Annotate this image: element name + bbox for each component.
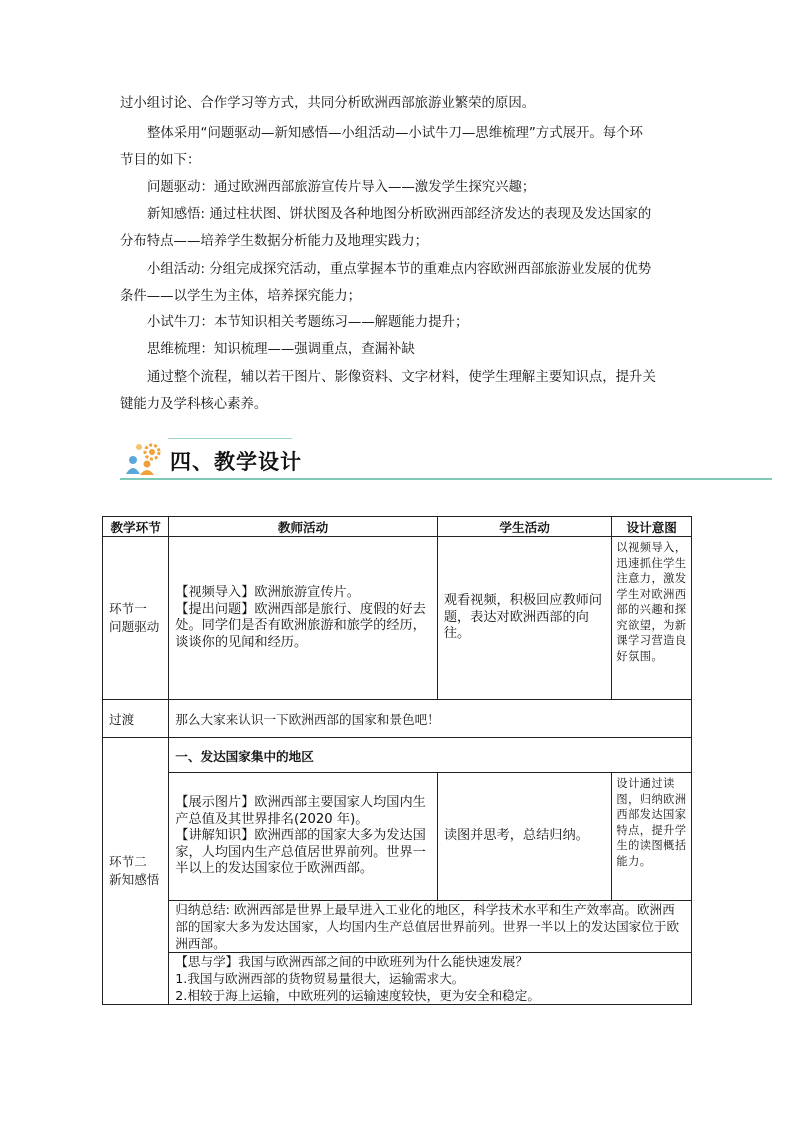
section-heading bbox=[120, 438, 772, 484]
heading-top-rule bbox=[168, 438, 292, 439]
intro-line-7: 小组活动: 分组完成探究活动，重点掌握本节的重难点内容欧洲西部旅游业发展的优势 bbox=[147, 262, 652, 277]
think-and-learn-cell bbox=[169, 953, 692, 1005]
teacher-1-video: 【视频导入】欧洲旅游宣传片。 bbox=[175, 585, 360, 600]
stage-1-line-2: 问题驱动 bbox=[109, 619, 160, 634]
intro-line-1: 过小组讨论、合作学习等方式，共同分析欧洲西部旅游业繁荣的原因。 bbox=[120, 96, 536, 111]
think-point-2: 2.相较于海上运输，中欧班列的运输速度较快，更为安全和稳定。 bbox=[175, 988, 540, 1003]
design-intent-1: 以视频导入，迅速抓住学生注意力，激发学生对欧洲西部的兴趣和探究欲望，为新课学习营造良好氛围。 bbox=[612, 537, 692, 700]
student-activity-2: 读图并思考，总结归纳。 bbox=[437, 773, 612, 901]
stage-2-line-1: 环节二 bbox=[109, 854, 147, 869]
heading-bottom-rule bbox=[120, 478, 772, 480]
teacher-2-knowledge: 【讲解知识】欧洲西部的国家大多为发达国家，人均国内生产总值居世界前列。世界一半以上的发达国家位于欧洲西部。 bbox=[175, 828, 426, 877]
think-title: 【思与学】我国与欧洲西部之间的中欧班列为什么能快速发展？ bbox=[175, 954, 528, 969]
section-title: 四、教学设计 bbox=[170, 450, 302, 474]
intro-line-9: 小试牛刀：本节知识相关考题练习——解题能力提升； bbox=[147, 315, 469, 330]
stage-1-cell bbox=[103, 537, 169, 700]
teacher-activity-1 bbox=[169, 537, 438, 700]
teacher-activity-2 bbox=[169, 773, 438, 901]
intro-line-12: 键能力及学科核心素养。 bbox=[120, 397, 268, 412]
teacher-2-image: 【展示图片】欧洲西部主要国家人均国内生产总值及其世界排名(2020 年)。 bbox=[175, 795, 426, 827]
stage-2-cell bbox=[103, 738, 169, 1005]
header-stage: 教学环节 bbox=[103, 517, 169, 537]
stage-1-line-1: 环节一 bbox=[109, 601, 147, 616]
transition-text: 那么大家来认识一下欧洲西部的国家和景色吧！ bbox=[169, 700, 692, 738]
table-row bbox=[103, 537, 692, 700]
table-row bbox=[103, 901, 692, 953]
intro-line-10: 思维梳理：知识梳理——强调重点，查漏补缺 bbox=[147, 342, 415, 357]
transition-label: 过渡 bbox=[103, 700, 169, 738]
intro-line-6: 分布特点——培养学生数据分析能力及地理实践力； bbox=[120, 234, 428, 249]
header-student: 学生活动 bbox=[437, 517, 612, 537]
teaching-icon bbox=[123, 442, 163, 476]
table-row bbox=[103, 953, 692, 1005]
student-activity-1: 观看视频，积极回应教师问题，表达对欧洲西部的向往。 bbox=[437, 537, 612, 700]
header-intent: 设计意图 bbox=[612, 517, 692, 537]
intro-line-5: 新知感悟: 通过柱状图、饼状图及各种地图分析欧洲西部经济发达的表现及发达国家的 bbox=[147, 207, 652, 222]
subsection-title: 一、发达国家集中的地区 bbox=[169, 738, 692, 773]
table-row bbox=[103, 700, 692, 738]
table-row bbox=[103, 738, 692, 773]
teaching-design-table bbox=[102, 516, 692, 1005]
table-header-row bbox=[103, 517, 692, 537]
think-point-1: 1.我国与欧洲西部的货物贸易量很大，运输需求大。 bbox=[175, 971, 465, 986]
intro-line-11: 通过整个流程，辅以若干图片、影像资料、文字材料，使学生理解主要知识点，提升关 bbox=[147, 370, 656, 385]
teacher-1-question: 【提出问题】欧洲西部是旅行、度假的好去处。同学们是否有欧洲旅游和旅学的经历，谈谈你的见闻和经历。 bbox=[175, 601, 426, 650]
design-intent-2: 设计通过读图，归纳欧洲西部发达国家特点，提升学生的读图概括能力。 bbox=[612, 773, 692, 901]
summary-cell: 归纳总结: 欧洲西部是世界上最早进入工业化的地区，科学技术水平和生产效率高。欧洲西部的国家大多为发达国家，人均国内生产总值居世界前列。世界一半以上的发达国家位于欧洲西部。 bbox=[169, 901, 692, 953]
table-row bbox=[103, 773, 692, 901]
intro-line-2: 整体采用“问题驱动—新知感悟—小组活动—小试牛刀—思维梳理”方式展开。每个环 bbox=[147, 126, 643, 141]
intro-line-4: 问题驱动：通过欧洲西部旅游宣传片导入——激发学生探究兴趣； bbox=[147, 180, 536, 195]
intro-line-8: 条件——以学生为主体，培养探究能力； bbox=[120, 289, 362, 304]
stage-2-line-2: 新知感悟 bbox=[109, 872, 160, 887]
header-teacher: 教师活动 bbox=[169, 517, 438, 537]
intro-line-3: 节目的如下： bbox=[120, 153, 201, 168]
